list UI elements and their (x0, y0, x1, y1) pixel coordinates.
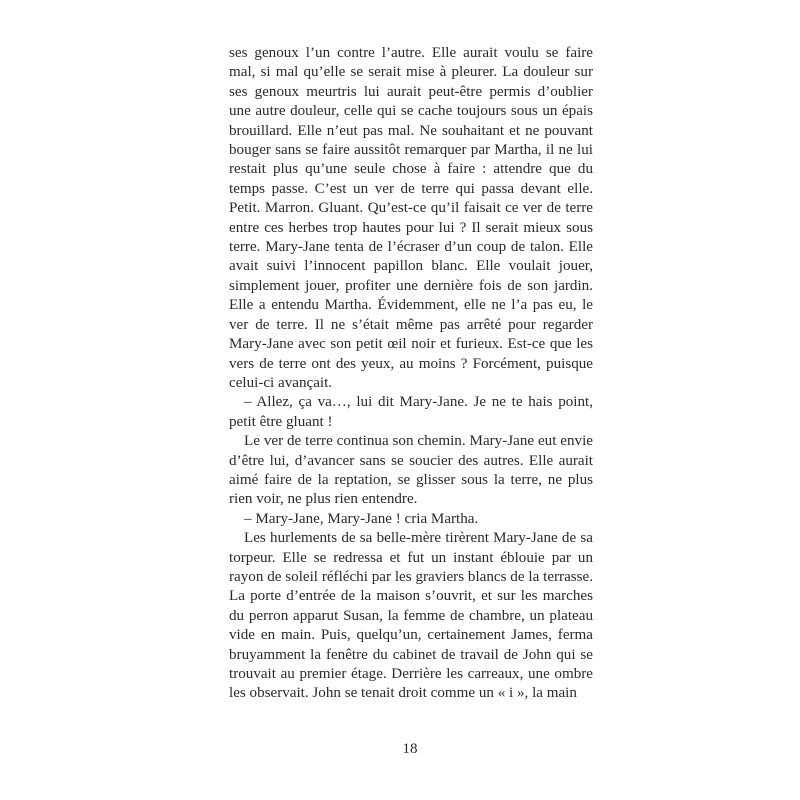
paragraph-dialogue-martha: – Mary-Jane, Mary-Jane ! cria Martha. (244, 510, 479, 527)
paragraph-earthworm: Le ver de terre continua son chemin. Mary-Jane eut envie d’être lui, d’avancer sans se soucier des autres. Elle aurait aimé faire de la reptation, se glisser sous la terre, ne plus rien voir, ne plus rien entendre. (229, 433, 593, 508)
paragraph-dialogue-mary-jane: – Allez, ça va…, lui dit Mary-Jane. Je ne te hais point, petit être gluant ! (229, 394, 593, 430)
paragraph-stepmother: Les hurlements de sa belle-mère tirèrent Mary-Jane de sa torpeur. Elle se redressa et fut un instant éblouie par un rayon de soleil réfléchi par les graviers blancs de la terrasse. La porte d’entrée de la maison s’ouvrit, et sur les marches du perron apparut Susan, la femme de chambre, un plateau vide en main. Puis, quelqu’un, certainement James, ferma bruyamment la fenêtre du cabinet de travail de John qui se trouvait au premier étage. Derrière les carreaux, une ombre les observait. John se tenait droit comme un « i », la main (229, 530, 593, 702)
paragraph-continued: ses genoux l’un contre l’autre. Elle aurait voulu se faire mal, si mal qu’elle se serait mise à pleurer. La douleur sur ses genoux meurtris lui aurait peut-être permis d’oublier une autre douleur, celle qui se cache toujours sous un épais brouillard. Elle n’eut pas mal. Ne souhaitant et ne pouvant bouger sans se faire aussitôt remarquer par Martha, il ne lui restait plus qu’une seule chose à faire : attendre que du temps passe. C’est un ver de terre qui passa devant elle. Petit. Marron. Gluant. Qu’est-ce qu’il faisait ce ver de terre entre ces herbes trop hautes pour lui ? Il serait mieux sous terre. Mary-Jane tenta de l’écraser d’un coup de talon. Elle avait suivi l’innocent papillon blanc. Elle voulait jouer, simplement jouer, profiter une dernière fois de son jardin. Elle a entendu Martha. Évidemment, elle ne l’a pas eu, le ver de terre. Il ne s’était même pas arrêté pour regarder Mary-Jane avec son petit œil noir et furieux. Est-ce que les vers de terre ont des yeux, au moins ? Forcément, puisque celui-ci avançait. (229, 45, 593, 391)
page-number: 18 (402, 741, 418, 757)
body-text (229, 44, 593, 704)
